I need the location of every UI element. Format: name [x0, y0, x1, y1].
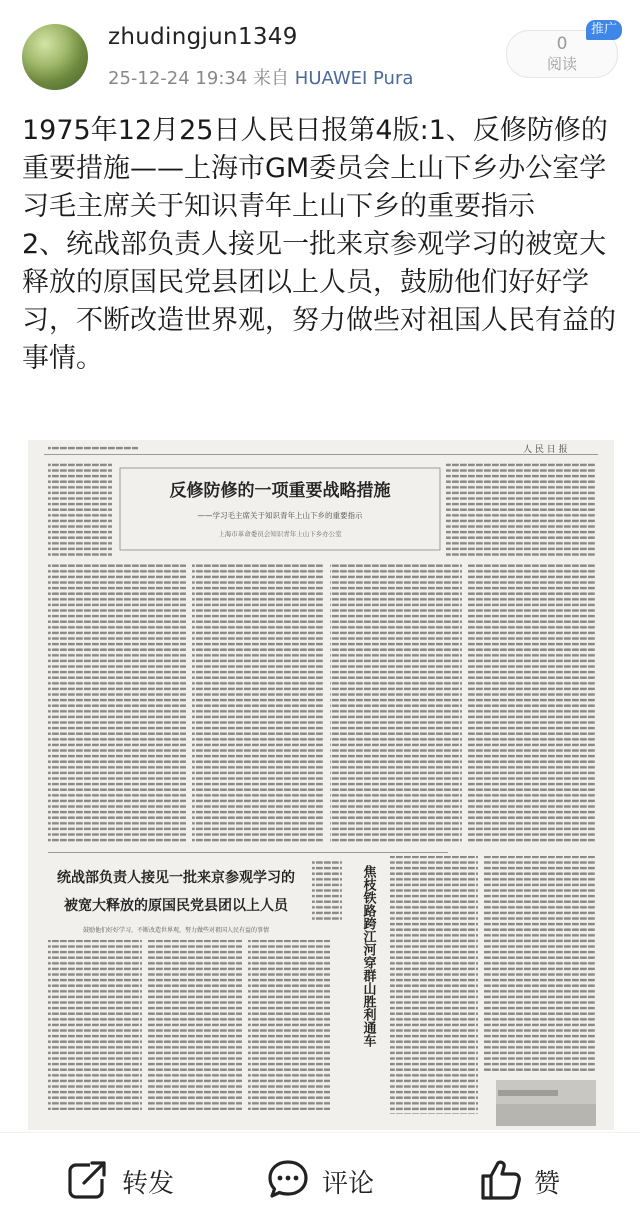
subhead-2: 鼓励他们好好学习，不断改造世界观，努力做些对祖国人民有益的事情 [82, 927, 270, 934]
read-count: 0 [556, 34, 568, 54]
comment-icon [266, 1157, 310, 1201]
like-label: 赞 [534, 1169, 561, 1199]
comment-button[interactable] [266, 1155, 386, 1205]
like-button[interactable] [478, 1155, 578, 1205]
post-header [0, 0, 640, 100]
username[interactable]: zhudingjun1349 [108, 24, 298, 50]
post-text: 1975年12月25日人民日报第4版:1、反修防修的重要措施——上海市GM委员会上山下乡办公室学习毛主席关于知识青年上山下乡的重要指示 2、统战部负责人接见一批来京参观学习的被宽大释放的原国民党县团以上人员，鼓励他们好好学习，不断改造世界观，努力做些对祖国人民有益的事情。 [22, 115, 616, 374]
repost-label: 转发 [122, 1169, 175, 1199]
headline-2b: 被宽大释放的原国民党县团以上人员 [64, 898, 288, 914]
headline-1: 反修防修的一项重要战略措施 [169, 481, 391, 501]
avatar[interactable] [22, 24, 88, 90]
post-meta [108, 64, 413, 90]
source-prefix: 来自 [253, 68, 290, 89]
subhead-1: ——学习毛主席关于知识青年上山下乡的重要指示 [197, 511, 363, 520]
byline-1: 上海市革命委员会知识青年上山下乡办公室 [218, 530, 342, 538]
post-time: 25-12-24 19:34 [108, 68, 248, 89]
headline-2a: 统战部负责人接见一批来京参观学习的 [57, 870, 295, 886]
source-device[interactable]: HUAWEI Pura [294, 68, 414, 89]
promo-badge: 推广 [586, 20, 622, 40]
repost-button[interactable] [66, 1155, 186, 1205]
masthead: 人 民 日 报 [523, 445, 568, 455]
vertical-title: 焦枝铁路跨江河穿群山胜利通车 [360, 865, 376, 1047]
thumbs-up-icon [478, 1157, 524, 1203]
comment-label: 评论 [322, 1169, 375, 1199]
read-label: 阅读 [546, 55, 577, 73]
share-icon [66, 1157, 110, 1201]
action-bar [0, 1132, 640, 1226]
newspaper-image[interactable] [28, 440, 614, 1130]
